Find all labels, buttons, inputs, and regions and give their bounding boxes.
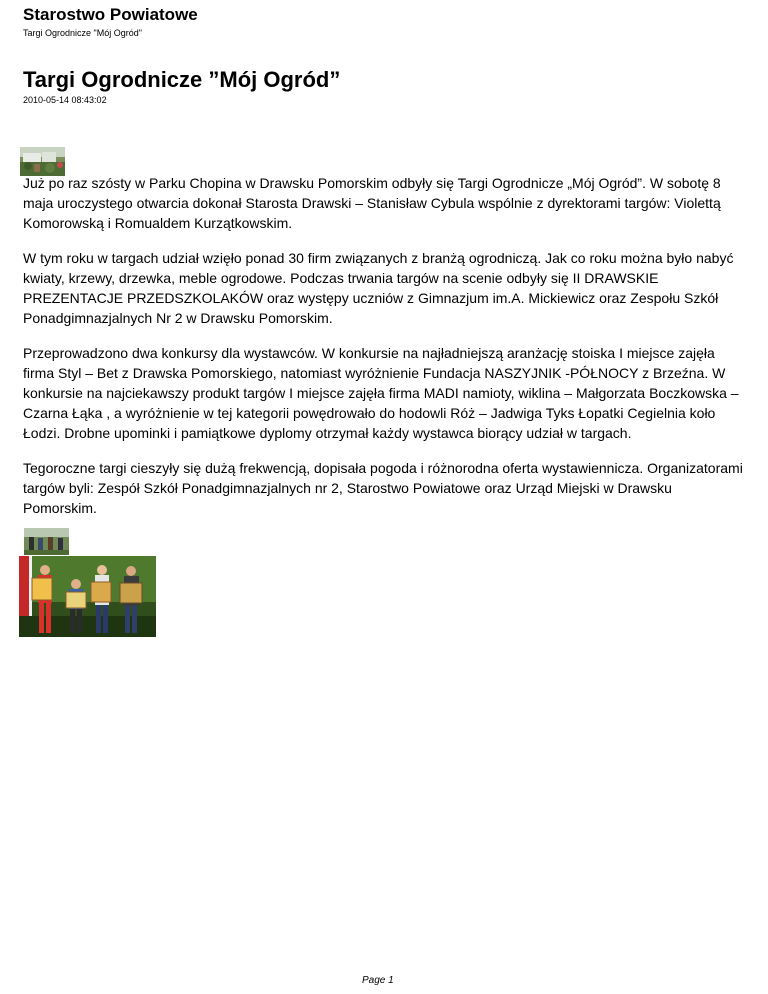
site-title: Starostwo Powiatowe [23, 5, 198, 24]
article-title: Targi Ogrodnicze ”Mój Ogród” [23, 67, 341, 92]
article-date: 2010-05-14 08:43:02 [23, 95, 107, 105]
article-paragraph: Tegoroczne targi cieszyły się dużą frekwencją, dopisała pogoda i różnorodna oferta wystawiennicza. Organizatorami targów byli: Zespół Szkół Ponadgimnazjalnych nr 2, Starostwo Powiatowe oraz Urząd Miejski w Drawsku Pomorskim. [23, 460, 743, 516]
breadcrumb: Targi Ogrodnicze "Mój Ogród" [23, 28, 142, 38]
article-body [23, 173, 745, 533]
page-number: Page 1 [362, 975, 394, 986]
article-paragraph: Przeprowadzono dwa konkursy dla wystawców. W konkursie na najładniejszą aranżację stoiska I miejsce zajęła firma Styl – Bet z Drawska Pomorskiego, natomiast wyróżnienie Fundacja NASZYJNIK -PÓŁNOCY z Brzeźna. W konkursie na najciekawszy produkt targów I miejsce zajęła firma MADI namioty, wiklina – Małgorzata Boczkowska – Czarna Łąka , a wyróżnienie w tej kategorii powędrowało do hodowli Róż – Jadwiga Tyks Łopatki Cegielnia koło Łodzi. Drobne upominki i pamiątkowe dyplomy otrzymał każdy wystawca biorący udział w targach. [23, 345, 739, 441]
article-paragraph: Już po raz szósty w Parku Chopina w Drawsku Pomorskim odbyły się Targi Ogrodnicze „Mój Ogród”. W sobotę 8 maja uroczystego otwarcia dokonał Starosta Drawski – Stanisław Cybula wspólnie z dyrektorami targów: Violettą Komorowską i Romualdem Kurzątkowskim. [23, 175, 721, 231]
award-winners-photo[interactable] [19, 556, 156, 637]
event-thumbnail-image[interactable] [24, 528, 69, 555]
article-paragraph: W tym roku w targach udział wzięło ponad 30 firm związanych z branżą ogrodniczą. Jak co roku można było nabyć kwiaty, krzewy, drzewka, meble ogrodowe. Podczas trwania targów na scenie odbyły się II DRAWSKIE PREZENTACJE PRZEDSZKOLAKÓW oraz występy uczniów z Gimnazjum im.A. Mickiewicz oraz Zespołu Szkół Ponadgimnazjalnych Nr 2 w Drawsku Pomorskim. [23, 250, 734, 326]
garden-thumbnail-image[interactable] [20, 147, 65, 176]
